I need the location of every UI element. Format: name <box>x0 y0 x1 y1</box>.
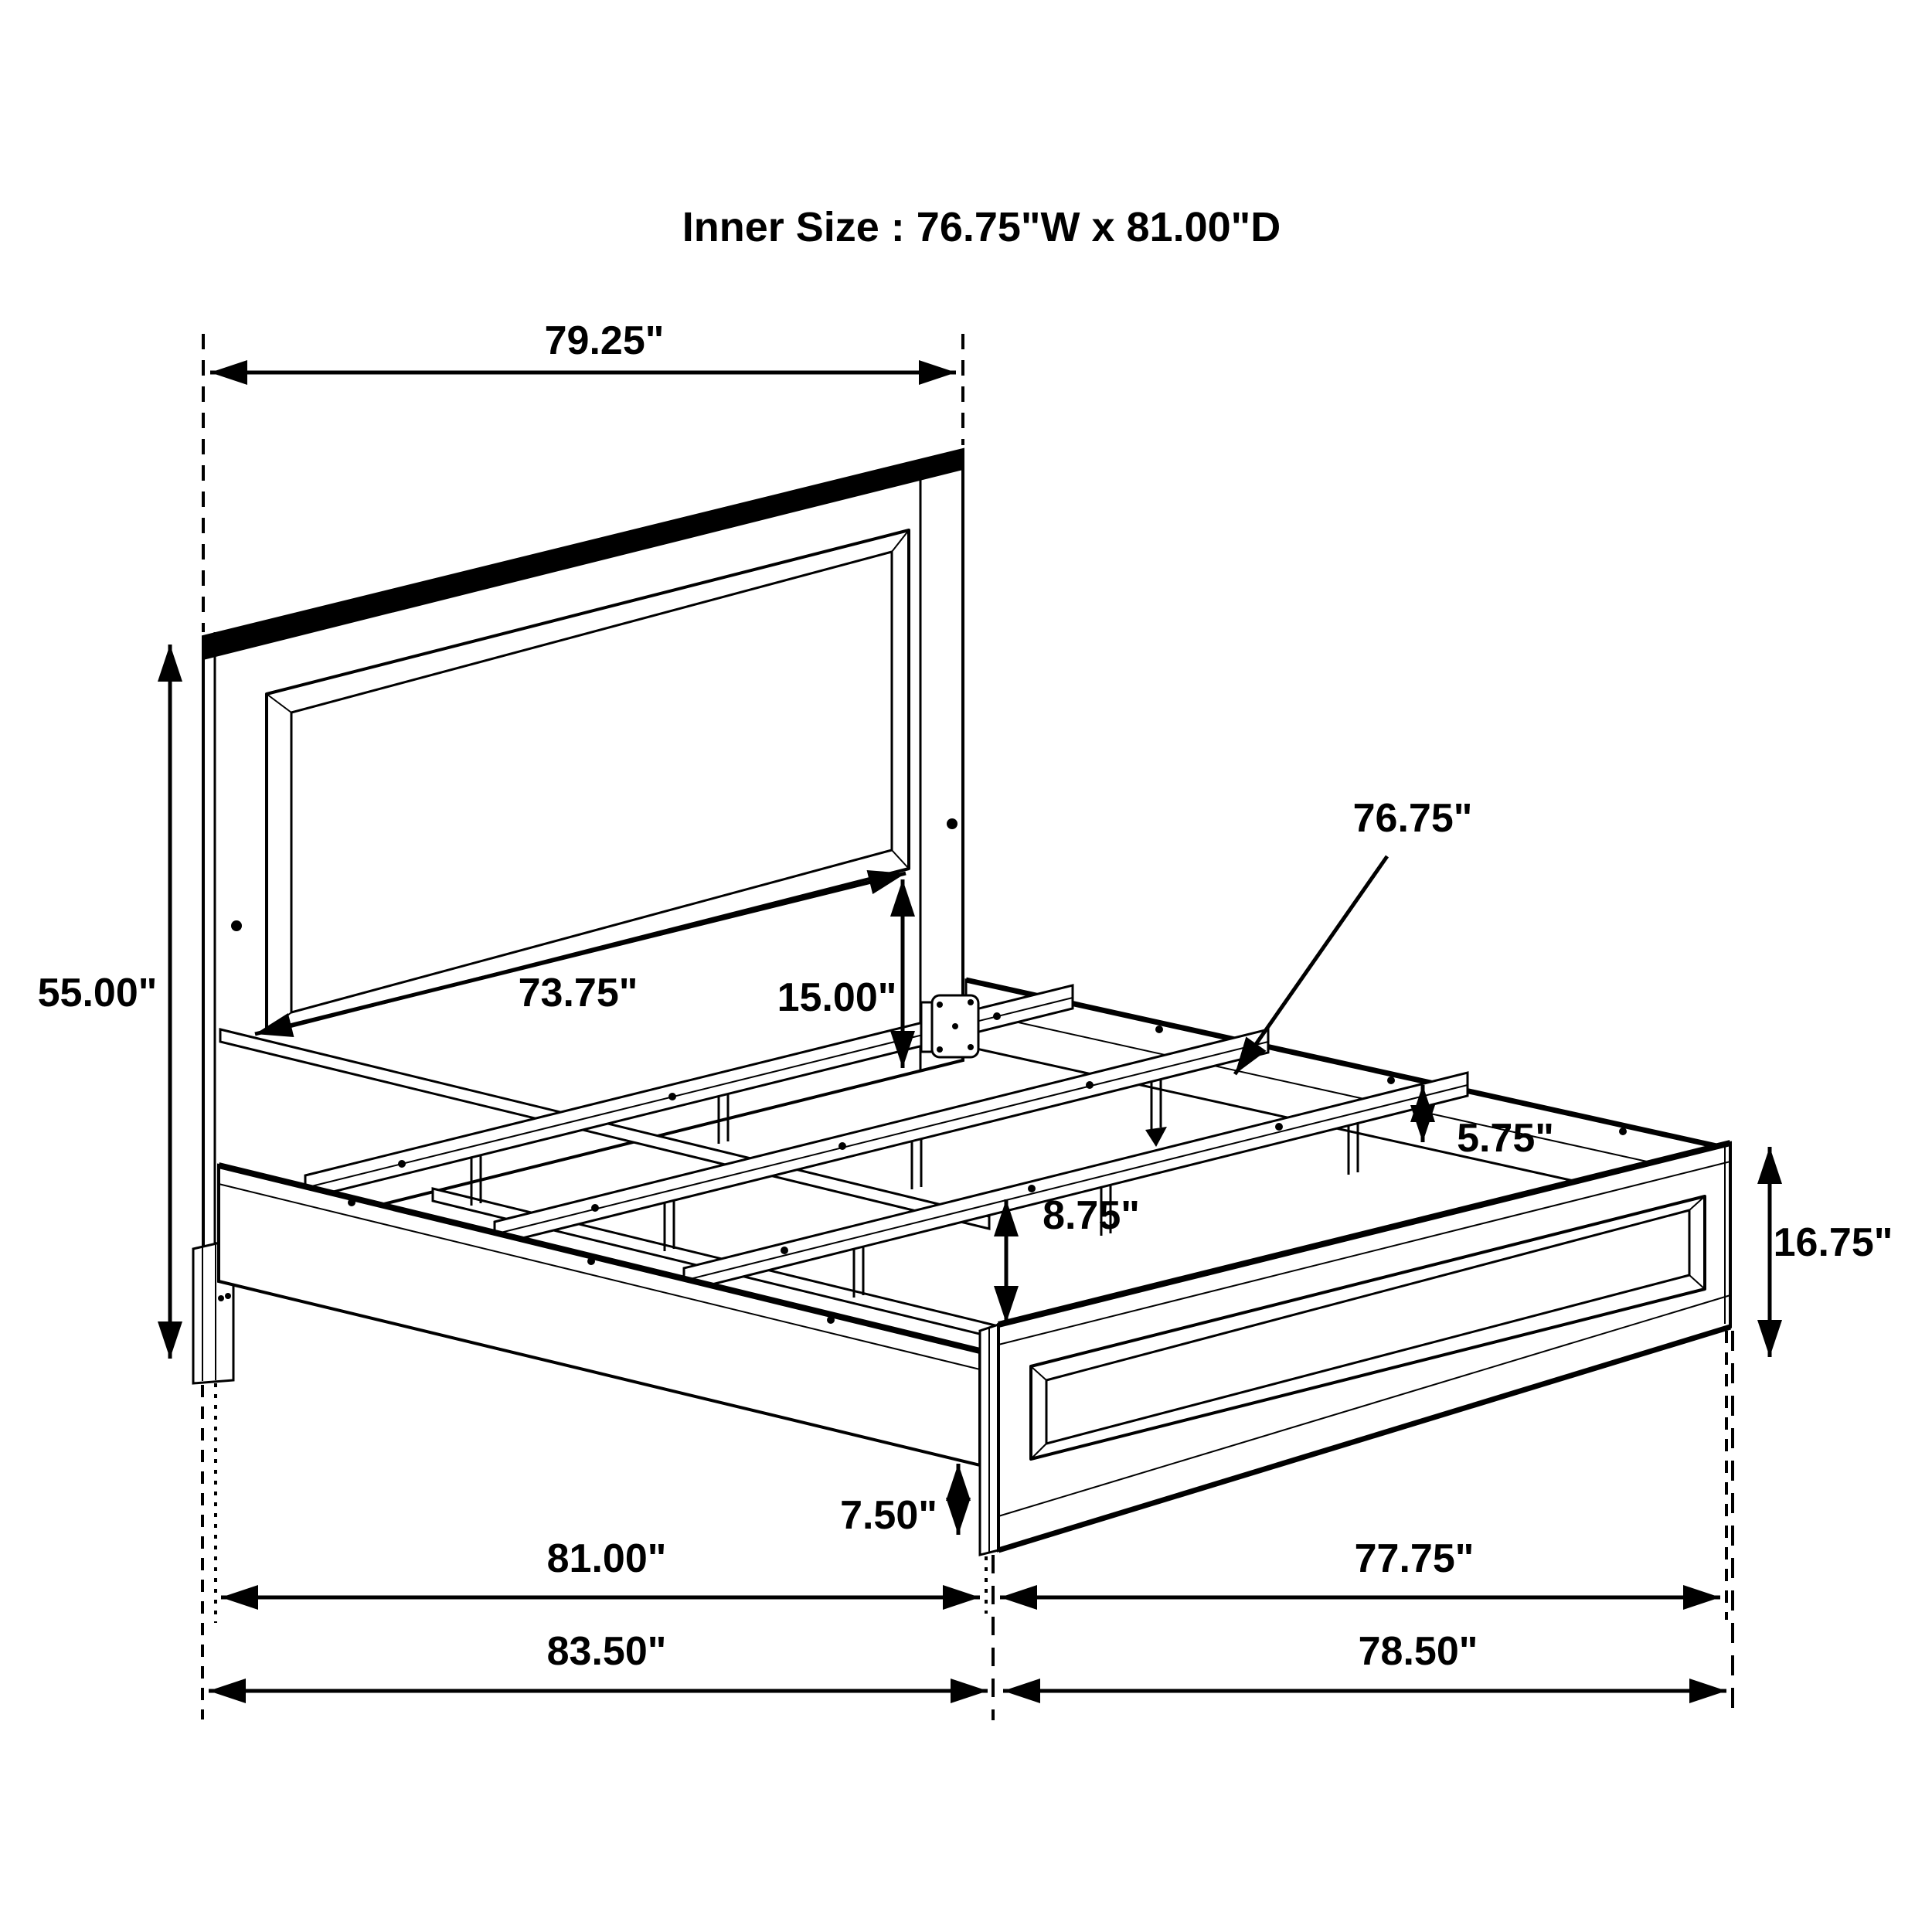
mounting-bracket <box>921 995 978 1057</box>
label-rail-clearance: 7.50" <box>840 1493 937 1538</box>
headboard-screw-left <box>231 920 242 931</box>
label-platform-height: 8.75" <box>1043 1193 1140 1238</box>
headboard-screw-right <box>947 818 957 829</box>
label-headboard-width: 79.25" <box>544 318 665 363</box>
diagram-title: Inner Size : 76.75"W x 81.00"D <box>682 204 1281 250</box>
arrow-slat-leader <box>1235 856 1387 1074</box>
label-headboard-bottom-height: 15.00" <box>777 975 897 1020</box>
label-overall-length: 83.50" <box>546 1629 667 1674</box>
label-footboard-side-length: 77.75" <box>1354 1536 1475 1581</box>
label-footboard-height: 16.75" <box>1773 1220 1893 1265</box>
label-inner-length: 81.00" <box>546 1536 667 1581</box>
label-footboard-overall-length: 78.50" <box>1358 1629 1478 1674</box>
label-headboard-panel-width: 73.75" <box>518 971 638 1015</box>
label-headboard-height: 55.00" <box>37 971 158 1015</box>
label-slat-length: 76.75" <box>1352 796 1473 841</box>
label-side-rail-height: 5.75" <box>1457 1116 1554 1161</box>
